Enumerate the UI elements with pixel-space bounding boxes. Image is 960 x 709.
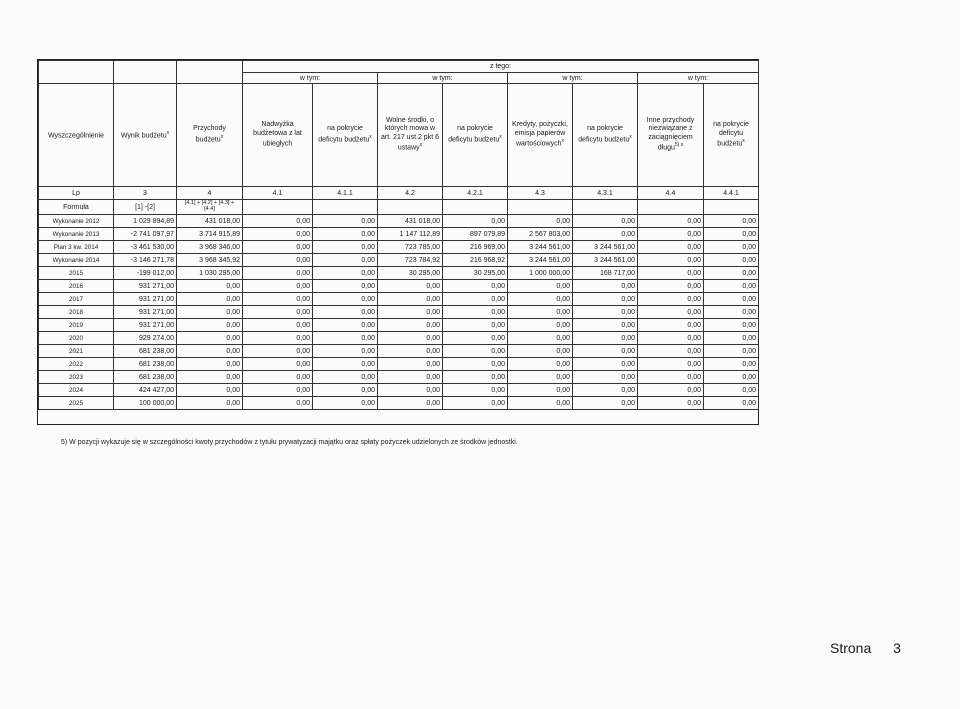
table-row [39, 228, 759, 241]
table-row [39, 293, 759, 306]
header-row [39, 84, 759, 187]
table-cell: 3 968 345,92 [177, 254, 243, 267]
column-header [638, 84, 704, 187]
table-cell: 0,00 [313, 384, 378, 397]
table-cell: 0,00 [378, 397, 443, 410]
table-cell: 0,00 [378, 384, 443, 397]
table-cell: 0,00 [378, 293, 443, 306]
table-cell: 0,00 [378, 280, 443, 293]
budget-table [38, 60, 759, 410]
table-cell: 3 714 915,89 [177, 228, 243, 241]
table-cell: 0,00 [243, 332, 313, 345]
table-cell: 681 238,00 [114, 358, 177, 371]
column-header-text: na pokrycie deficytu budżetu [448, 125, 500, 144]
row-label: 2019 [39, 319, 114, 332]
table-cell: 0,00 [243, 228, 313, 241]
table-cell: 0,00 [313, 228, 378, 241]
table-cell: 3 244 561,00 [508, 241, 573, 254]
table-cell: 897 079,89 [443, 228, 508, 241]
table-cell: 0,00 [573, 345, 638, 358]
table-cell: 0,00 [638, 254, 704, 267]
row-label: 2024 [39, 384, 114, 397]
table-cell: 0,00 [243, 384, 313, 397]
table-cell: 0,00 [443, 293, 508, 306]
column-header [177, 84, 243, 187]
table-cell: 0,00 [704, 306, 759, 319]
row-label: 2023 [39, 371, 114, 384]
table-cell: 0,00 [508, 371, 573, 384]
table-cell: -3 461 530,00 [114, 241, 177, 254]
lp-cell: 4.1 [243, 187, 313, 200]
table-cell: 0,00 [243, 319, 313, 332]
table-cell: 931 271,00 [114, 293, 177, 306]
table-cell: 0,00 [243, 371, 313, 384]
table-cell: 681 238,00 [114, 345, 177, 358]
column-header [508, 84, 573, 187]
column-header-text: Przychody budżetu [193, 125, 226, 144]
table-cell: 0,00 [243, 267, 313, 280]
table-cell: 0,00 [378, 358, 443, 371]
table-cell: 0,00 [573, 293, 638, 306]
table-cell: 0,00 [378, 345, 443, 358]
table-cell: 0,00 [573, 215, 638, 228]
table-row [39, 254, 759, 267]
row-label: 2016 [39, 280, 114, 293]
lp-cell: 4.3.1 [573, 187, 638, 200]
column-header [573, 84, 638, 187]
table-cell: 0,00 [704, 332, 759, 345]
table-cell: 3 244 561,00 [573, 241, 638, 254]
table-row [39, 241, 759, 254]
table-cell: 0,00 [508, 319, 573, 332]
table-cell: 0,00 [704, 371, 759, 384]
row-label: 2020 [39, 332, 114, 345]
table-cell: 0,00 [443, 384, 508, 397]
column-header [704, 84, 759, 187]
table-cell: 431 018,00 [378, 215, 443, 228]
column-header-mark: x [629, 133, 632, 140]
table-cell: 0,00 [313, 358, 378, 371]
table-row [39, 332, 759, 345]
column-header-mark: x [166, 129, 170, 136]
lp-cell: 4.4.1 [704, 187, 759, 200]
table-cell: 0,00 [443, 215, 508, 228]
table-cell: 0,00 [443, 280, 508, 293]
table-cell: 3 968 346,00 [177, 241, 243, 254]
table-cell: 0,00 [443, 397, 508, 410]
table-cell: 0,00 [704, 384, 759, 397]
formula-cell [508, 200, 573, 215]
lp-row [39, 187, 759, 200]
table-cell: 0,00 [638, 228, 704, 241]
table-cell: 0,00 [313, 332, 378, 345]
table-cell: 0,00 [508, 332, 573, 345]
row-label: 2022 [39, 358, 114, 371]
page-footer [830, 640, 901, 656]
table-row [39, 267, 759, 280]
column-header [39, 84, 114, 187]
table-cell: 3 244 561,00 [573, 254, 638, 267]
table-cell: 0,00 [177, 332, 243, 345]
table-cell: 0,00 [508, 280, 573, 293]
table-row [39, 384, 759, 397]
table-cell: 0,00 [573, 280, 638, 293]
table-cell: 0,00 [443, 358, 508, 371]
table-row [39, 358, 759, 371]
table-cell: 931 271,00 [114, 306, 177, 319]
table-cell: 3 244 561,00 [508, 254, 573, 267]
table-cell: 681 238,00 [114, 371, 177, 384]
table-cell: 0,00 [508, 397, 573, 410]
table-cell: 0,00 [243, 293, 313, 306]
table-cell: 0,00 [704, 397, 759, 410]
w-tym-label: w tym: [638, 73, 759, 84]
table-cell: 0,00 [313, 267, 378, 280]
column-header-text: na pokrycie deficytu budżetu [318, 125, 370, 144]
table-cell: 0,00 [243, 306, 313, 319]
table-cell: 0,00 [378, 371, 443, 384]
column-header [243, 84, 313, 187]
table-cell: 0,00 [243, 215, 313, 228]
row-label: 2021 [39, 345, 114, 358]
table-cell: 931 271,00 [114, 280, 177, 293]
table-cell: 0,00 [638, 358, 704, 371]
table-cell: 0,00 [638, 384, 704, 397]
lp-cell: 4.2.1 [443, 187, 508, 200]
table-cell: 0,00 [313, 397, 378, 410]
table-cell: 931 271,00 [114, 319, 177, 332]
column-header-text: Wyszczególnienie [48, 131, 104, 139]
table-cell: 0,00 [638, 319, 704, 332]
w-tym-label: w tym: [508, 73, 638, 84]
table-cell: 2 567 803,00 [508, 228, 573, 241]
table-cell: 0,00 [243, 358, 313, 371]
column-header-mark: x [561, 138, 564, 145]
formula-cell [313, 200, 378, 215]
page-label: Strona [830, 640, 872, 656]
table-cell: 1 029 894,89 [114, 215, 177, 228]
z-tego-label: z tego: [243, 61, 759, 73]
table-cell: 216 969,00 [443, 241, 508, 254]
table-cell: 0,00 [638, 267, 704, 280]
w-tym-label: w tym: [243, 73, 378, 84]
lp-label: Lp [39, 187, 114, 200]
table-cell: 0,00 [638, 397, 704, 410]
table-cell: -2 741 097,97 [114, 228, 177, 241]
table-cell: 0,00 [638, 371, 704, 384]
table-cell: 0,00 [704, 358, 759, 371]
z-tego-row [39, 61, 759, 73]
table-cell: 0,00 [508, 293, 573, 306]
column-header [313, 84, 378, 187]
table-cell: 723 785,00 [378, 241, 443, 254]
lp-cell: 4.4 [638, 187, 704, 200]
table-cell: 0,00 [638, 332, 704, 345]
table-cell: 0,00 [704, 215, 759, 228]
table-cell: 0,00 [243, 241, 313, 254]
table-cell: 0,00 [704, 345, 759, 358]
lp-cell: 4.1.1 [313, 187, 378, 200]
table-cell: 0,00 [638, 280, 704, 293]
table-cell: 0,00 [573, 332, 638, 345]
column-header [443, 84, 508, 187]
formula-cell: [1] -[2] [114, 200, 177, 215]
row-label: 2025 [39, 397, 114, 410]
table-cell: 0,00 [243, 254, 313, 267]
table-cell: 0,00 [313, 293, 378, 306]
table-cell: 0,00 [573, 384, 638, 397]
table-cell: 0,00 [177, 345, 243, 358]
table-row [39, 280, 759, 293]
table-cell: 0,00 [177, 319, 243, 332]
formula-cell [573, 200, 638, 215]
table-cell: 30 295,00 [443, 267, 508, 280]
table-cell: 216 968,92 [443, 254, 508, 267]
table-cell: 0,00 [508, 345, 573, 358]
table-cell: 0,00 [443, 332, 508, 345]
table-cell: 0,00 [313, 371, 378, 384]
table-cell: 0,00 [443, 371, 508, 384]
column-header-text: Wynik budżetu [120, 131, 167, 139]
table-cell: 0,00 [573, 306, 638, 319]
table-cell: 1 030 295,00 [177, 267, 243, 280]
table-cell: 0,00 [508, 215, 573, 228]
table-cell: 0,00 [378, 306, 443, 319]
lp-cell: 4.2 [378, 187, 443, 200]
row-label: Wykonanie 2012 [39, 215, 114, 228]
formula-label: Formuła [39, 200, 114, 215]
w-tym-label: w tym: [378, 73, 508, 84]
table-cell: 0,00 [177, 280, 243, 293]
row-label: Wykonanie 2013 [39, 228, 114, 241]
column-header-mark: x [742, 138, 745, 145]
table-cell: 30 295,00 [378, 267, 443, 280]
table-cell: 0,00 [177, 371, 243, 384]
formula-cell [704, 200, 759, 215]
table-cell: 0,00 [638, 241, 704, 254]
column-header-text: na pokrycie deficytu budżetu [578, 125, 630, 144]
row-label: 2017 [39, 293, 114, 306]
column-header [114, 84, 177, 187]
table-cell: 0,00 [704, 241, 759, 254]
table-cell: 0,00 [243, 345, 313, 358]
table-cell: 0,00 [573, 228, 638, 241]
table-cell: 0,00 [508, 358, 573, 371]
table-cell: 0,00 [704, 319, 759, 332]
formula-row [39, 200, 759, 215]
page-number: 3 [893, 640, 901, 656]
table-cell: 0,00 [638, 306, 704, 319]
table-cell: 0,00 [443, 345, 508, 358]
table-cell: 0,00 [573, 371, 638, 384]
table-row [39, 215, 759, 228]
table-cell: 0,00 [704, 228, 759, 241]
table-cell: 0,00 [243, 397, 313, 410]
table-cell: 0,00 [704, 267, 759, 280]
table-cell: 0,00 [573, 319, 638, 332]
column-header-text: Nadwyżka budżetowa z lat ubiegłych [253, 121, 302, 148]
table-cell: 0,00 [508, 384, 573, 397]
table-cell: 1 147 112,89 [378, 228, 443, 241]
column-header-text: Inne przychody niezwiązane z zaciągnięciem długu [646, 117, 695, 152]
column-header-mark: x [419, 142, 423, 149]
lp-cell: 4.3 [508, 187, 573, 200]
table-cell: 0,00 [313, 319, 378, 332]
table-cell: 723 784,92 [378, 254, 443, 267]
table-cell: 0,00 [313, 280, 378, 293]
table-cell: 0,00 [704, 254, 759, 267]
row-label: 2018 [39, 306, 114, 319]
formula-cell: [4.1] + [4.2] + [4.3] + [4.4] [177, 200, 243, 215]
table-cell: 0,00 [313, 215, 378, 228]
table-cell: -199 012,00 [114, 267, 177, 280]
table-cell: -3 146 271,78 [114, 254, 177, 267]
table-cell: 0,00 [243, 280, 313, 293]
row-label: 2015 [39, 267, 114, 280]
table-cell: 0,00 [638, 215, 704, 228]
table-cell: 0,00 [508, 306, 573, 319]
table-cell: 0,00 [177, 384, 243, 397]
table-cell: 431 018,00 [177, 215, 243, 228]
table-cell: 0,00 [573, 358, 638, 371]
table-row [39, 345, 759, 358]
table-row [39, 371, 759, 384]
formula-cell [638, 200, 704, 215]
column-header-text: Kredyty, pożyczki, emisja papierów wartościowych [512, 121, 568, 148]
column-header-text: Wolne środki, o których mowa w art. 217 ust.2 pkt 6 ustawy [381, 117, 439, 152]
table-cell: 0,00 [704, 280, 759, 293]
column-header-text: na pokrycie deficytu budżetu [713, 121, 749, 148]
table-cell: 0,00 [313, 241, 378, 254]
table-cell: 1 000 000,00 [508, 267, 573, 280]
lp-cell: 3 [114, 187, 177, 200]
column-header-mark: x [499, 133, 502, 140]
table-cell: 0,00 [177, 358, 243, 371]
table-cell: 929 274,00 [114, 332, 177, 345]
table-cell: 0,00 [443, 319, 508, 332]
row-label: Wykonanie 2014 [39, 254, 114, 267]
table-cell: 0,00 [177, 293, 243, 306]
table-cell: 0,00 [378, 332, 443, 345]
table-cell: 168 717,00 [573, 267, 638, 280]
column-header-mark: x [220, 133, 224, 140]
table-cell: 0,00 [177, 397, 243, 410]
formula-cell [378, 200, 443, 215]
w-tym-row [39, 73, 759, 84]
column-header [378, 84, 443, 187]
table-cell: 100 000,00 [114, 397, 177, 410]
formula-cell [443, 200, 508, 215]
table-cell: 0,00 [573, 397, 638, 410]
column-header-mark: 5) x [674, 142, 684, 149]
table-row [39, 397, 759, 410]
table-cell: 0,00 [638, 293, 704, 306]
table-cell: 0,00 [313, 254, 378, 267]
table-cell: 0,00 [177, 306, 243, 319]
table-cell: 0,00 [313, 306, 378, 319]
table-cell: 0,00 [313, 345, 378, 358]
formula-cell [243, 200, 313, 215]
table-cell: 0,00 [638, 345, 704, 358]
table-cell: 0,00 [443, 306, 508, 319]
lp-cell: 4 [177, 187, 243, 200]
table-cell: 424 427,00 [114, 384, 177, 397]
footnote: 5) W pozycji wykazuje się w szczególności kwoty przychodów z tytułu prywatyzacji majątku oraz spłaty pożyczek udzielonych ze środków jednostki. [61, 439, 518, 446]
table-row [39, 319, 759, 332]
table-row [39, 306, 759, 319]
row-label: Plan 3 kw. 2014 [39, 241, 114, 254]
table-cell: 0,00 [378, 319, 443, 332]
column-header-mark: x [369, 133, 372, 140]
table-cell: 0,00 [704, 293, 759, 306]
